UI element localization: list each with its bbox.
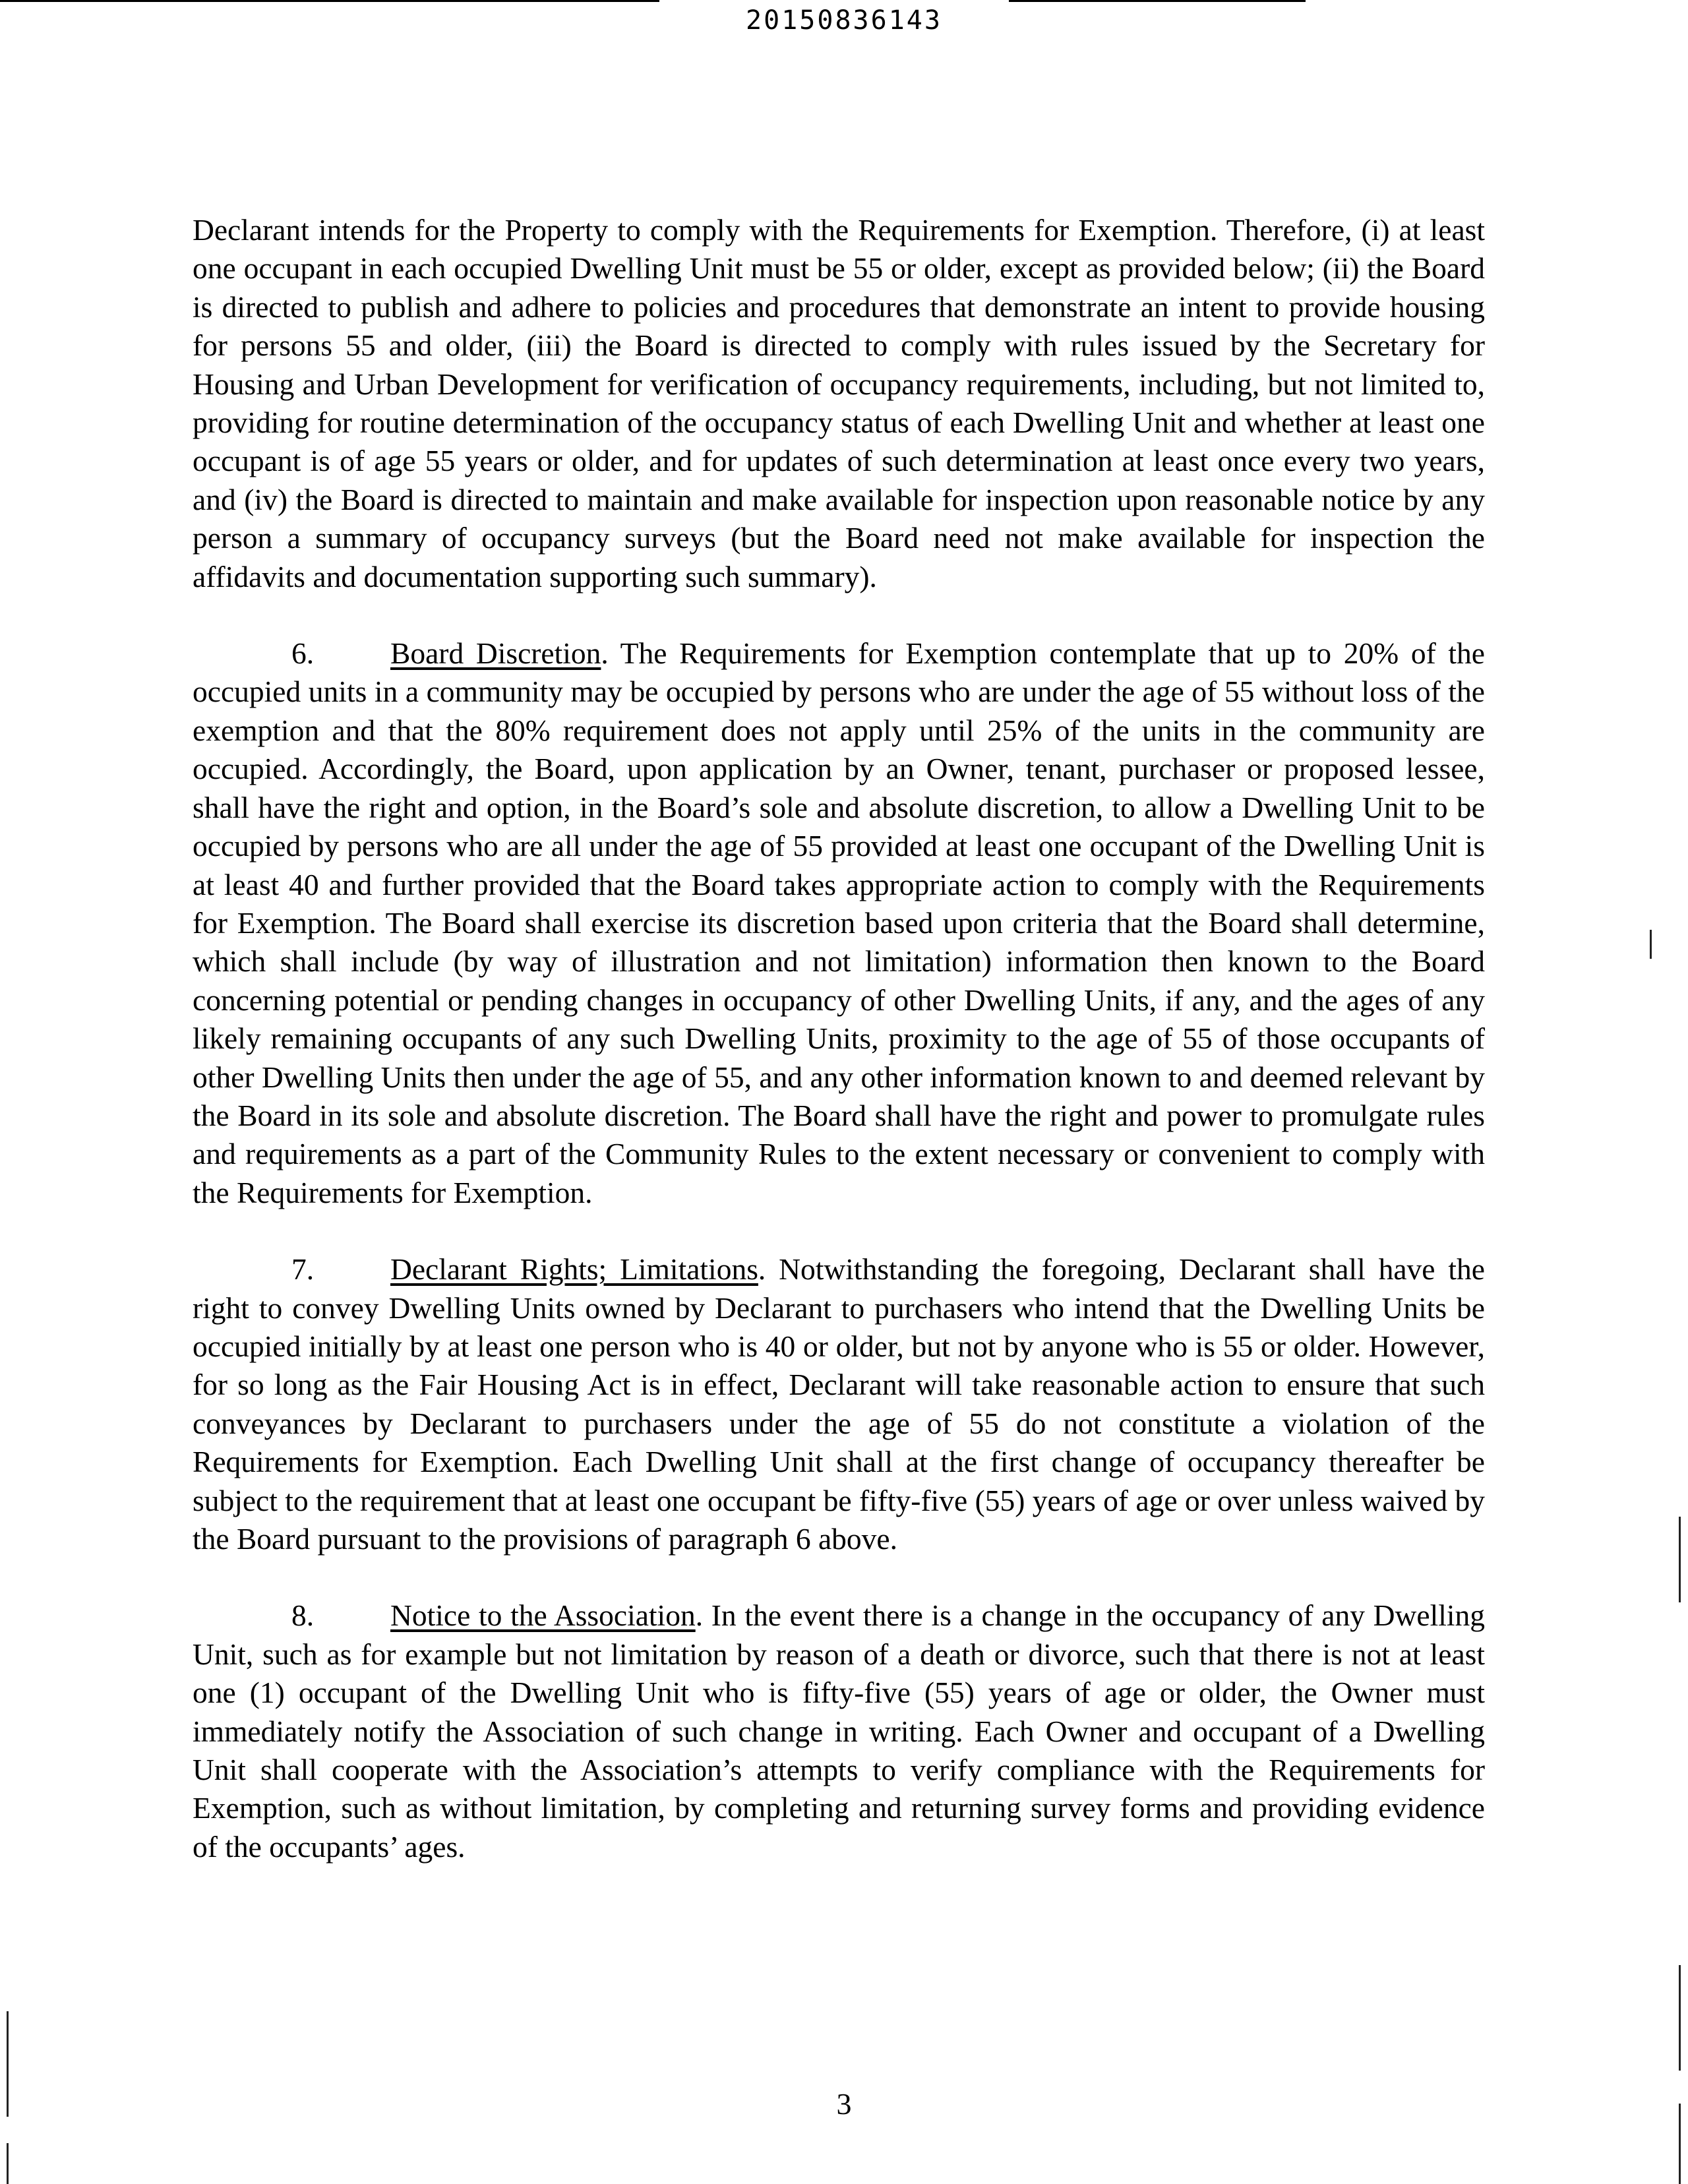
paragraph-number: 6. [291,636,315,671]
scan-margin-mark [1650,930,1652,959]
scan-margin-mark [1679,1965,1681,2071]
document-number: 20150836143 [746,5,942,36]
paragraph-text: . Notwithstanding the foregoing, Declarant shall have the right to convey Dwelling Units owned by Declarant to purchasers who intend that the Dwelling Units be occupied initially by at least one person who is 40 or older, but not by anyone who is 55 or older. However, for so long as the Fair Housing Act is in effect, Declarant will take reasonable action to ensure that such conveyances by Declarant to purchasers under the age of 55 do not constitute a violation of the Requirements for Exemption. Each Dwelling Unit shall at the first change of occupancy thereafter be subject to the requirement that at least one occupant be fifty-five (55) years of age or over unless waived by the Board pursuant to the provisions of paragraph 6 above. [193,1252,1485,1556]
header-rule-left [0,0,659,2]
paragraph-number: 8. [291,1598,315,1633]
scan-margin-mark [7,2011,9,2117]
header-rule-right [1009,0,1306,2]
scan-margin-mark [1679,2104,1681,2184]
paragraph-notice-to-association [193,1596,1485,1866]
scan-margin-mark [1679,1517,1681,1602]
paragraph-heading: Declarant Rights; Limitations [390,1252,758,1287]
paragraph-text: Declarant intends for the Property to comply with the Requirements for Exemption. Therefore, (i) at least one occupant in each occupied Dwelling Unit must be 55 or older, except as provided below; (ii) the Board is directed to publish and adhere to policies and procedures that demonstrate an intent to provide housing for persons 55 and older, (iii) the Board is directed to comply with rules issued by the Secretary for Housing and Urban Development for verification of occupancy requirements, including, but not limited to, providing for routine determination of the occupancy status of each Dwelling Unit and whether at least one occupant is of age 55 years or older, and for updates of such determination at least once every two years, and (iv) the Board is directed to maintain and make available for inspection upon reasonable notice by any person a summary of occupancy surveys (but the Board need not make available for inspection the affidavits and documentation supporting such summary). [193,213,1485,593]
document-body [193,211,1485,1904]
page-number: 3 [836,2087,852,2121]
paragraph-board-discretion [193,634,1485,1212]
scan-margin-mark [7,2143,9,2184]
paragraph-text: . In the event there is a change in the occupancy of any Dwelling Unit, such as for example but not limitation by reason of a death or divorce, such that there is not at least one (1) occupant of the Dwelling Unit who is fifty-five (55) years of age or older, the Owner must immediately notify the Association of such change in writing. Each Owner and occupant of a Dwelling Unit shall cooperate with the Association’s attempts to verify compliance with the Requirements for Exemption, such as without limitation, by completing and returning survey forms and providing evidence of the occupants’ ages. [193,1598,1485,1864]
paragraph-heading: Notice to the Association [390,1598,696,1633]
paragraph-text: . The Requirements for Exemption contemplate that up to 20% of the occupied units in a community may be occupied by persons who are under the age of 55 without loss of the exemption and that the 80% requirement does not apply until 25% of the units in the community are occupied. Accordingly, the Board, upon application by an Owner, tenant, purchaser or proposed lessee, shall have the right and option, in the Board’s sole and absolute discretion, to allow a Dwelling Unit to be occupied by persons who are all under the age of 55 provided at least one occupant of the Dwelling Unit is at least 40 and further provided that the Board takes appropriate action to comply with the Requirements for Exemption. The Board shall exercise its discretion based upon criteria that the Board shall determine, which shall include (by way of illustration and not limitation) information then known to the Board concerning potential or pending changes in occupancy of other Dwelling Units, if any, and the ages of any likely remaining occupants of any such Dwelling Units, proximity to the age of 55 of those occupants of other Dwelling Units then under the age of 55, and any other information known to and deemed relevant by the Board in its sole and absolute discretion. The Board shall have the right and power to promulgate rules and requirements as a part of the Community Rules to the extent necessary or convenient to comply with the Requirements for Exemption. [193,636,1485,1209]
paragraph-declarant-rights [193,1250,1485,1558]
paragraph-heading: Board Discretion [390,636,601,671]
paragraph-requirements-intent [193,211,1485,596]
paragraph-number: 7. [291,1252,315,1287]
